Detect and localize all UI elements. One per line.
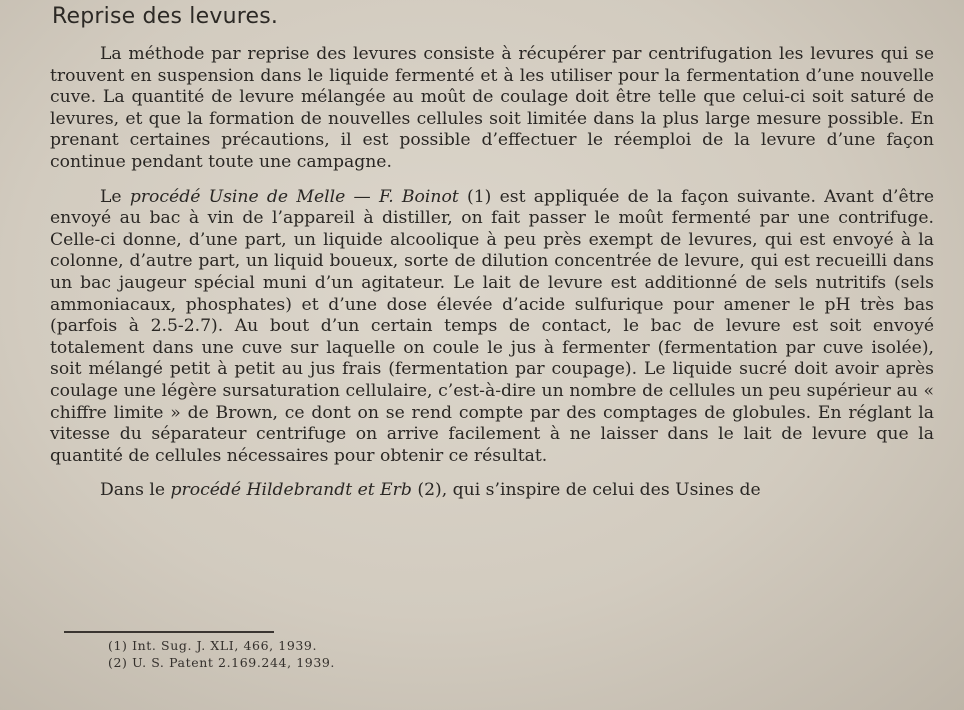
footnote-2: (2) U. S. Patent 2.169.244, 1939.: [108, 655, 335, 670]
paragraph-procede-hildebrandt: [50, 480, 934, 502]
paragraph-procede-melle: [50, 187, 934, 468]
paragraph-levure-reprise: La méthode par reprise des levures consiste à récupérer par centrifugation les levures qui se trouvent en suspension dans le liquide fermenté et à les utiliser pour la fermentation d’une nouvelle cuve. La quantité de levure mélangée au moût de coulage doit être telle que celui-ci soit saturé de levures, et que la formation de nouvelles cellules soit limitée dans la plus large mesure possible. En prenant certaines précautions, il est possible d’effectuer le réemploi de la levure d’une façon continue pendant toute une campagne.: [50, 44, 934, 172]
footnote-divider: [64, 631, 274, 633]
paragraph-body: (2), qui s’inspire de celui des Usines de: [417, 480, 761, 501]
paragraph-body: (1) est appliquée de la façon suivante. Avant d’être envoyé au bac à vin de l’appareil à distiller, on fait passer le moût fermenté par une contrifuge. Celle-ci donne, d’une part, un liquide alcoolique à peu près exempt de levures, qui est envoyé à la colonne, d’autre part, un liquid boueux, sorte de dilution concentrée de levure, qui est recueilli dans un bac jaugeur spécial muni d’un agitateur. Le lait de levure est additionné de sels nutritifs (sels ammoniacaux, phosphates) et d’une dose élevée d’acide sulfurique pour amener le pH très bas (parfois à 2.5-2.7). Au bout d’un certain temps de contact, le bac de levure est soit envoyé totalement dans une cuve sur laquelle on coule le jus à fermenter (fermentation par cuve isolée), soit mélangé petit à petit au jus frais (fermentation par coupage). Le liquide sucré doit avoir après coulage une légère sursaturation cellulaire, c’est-à-dire un nombre de cellules un peu supérieur au « chiffre limite » de Brown, ce dont on se rend compte par des comptages de globules. En réglant la vitesse du séparateur centrifuge on arrive facilement à ne laisser dans le lait de levure que la quantité de cellules nécessaires pour obtenir ce résultat.: [50, 186, 934, 466]
process-name-hildebrandt: procédé Hildebrandt et Erb: [170, 480, 412, 501]
section-heading: Reprise des levures.: [52, 4, 279, 29]
body-text: [50, 44, 934, 515]
paragraph-lead: Le: [100, 186, 122, 207]
footnote-1: (1) Int. Sug. J. XLI, 466, 1939.: [108, 638, 318, 653]
footnotes: [108, 637, 335, 671]
process-name-melle: procédé Usine de Melle — F. Boinot: [129, 186, 459, 207]
paragraph-lead: Dans le: [100, 480, 166, 501]
